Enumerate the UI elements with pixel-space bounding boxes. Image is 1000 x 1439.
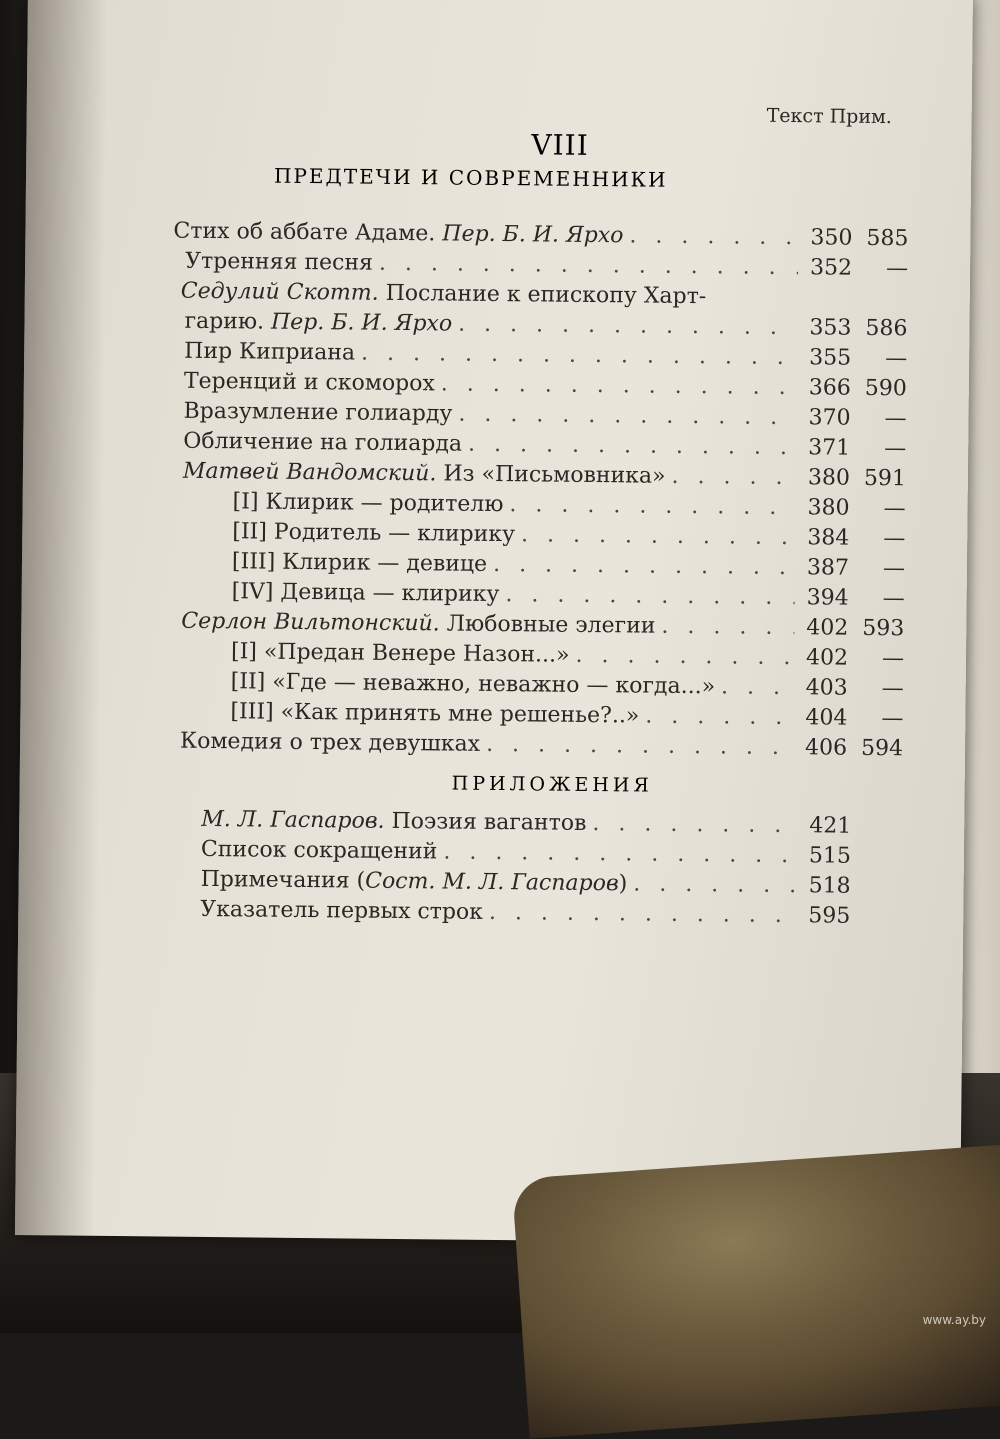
appendix-title-text: Указатель первых строк (200, 897, 483, 925)
toc-page-number: 404 (799, 705, 847, 731)
toc-leader-dots (629, 223, 798, 250)
column-header: Текст Прим. (767, 105, 892, 128)
toc-title-text: [III] Клирик — девице (232, 549, 487, 577)
appendix-title (201, 867, 628, 896)
appendix-leader-dots (592, 811, 797, 838)
appendix-title-suffix: Поэзия вагантов (384, 809, 586, 836)
toc-leader-dots (645, 704, 793, 731)
toc-title (232, 489, 503, 517)
toc-page-number: 353 (803, 315, 851, 341)
toc-note-page: — (849, 526, 905, 552)
toc-title-text: [I] «Предан Венере Назон...» (231, 639, 570, 668)
toc-title (184, 339, 355, 366)
book-page (15, 0, 973, 1245)
toc-note-page: 594 (847, 736, 903, 762)
toc-title-suffix: Любовные элегии (440, 611, 656, 638)
toc-leader-dots (379, 251, 798, 280)
section-title: ПРЕДТЕЧИ И СОВРЕМЕННИКИ (274, 164, 668, 192)
foreground-object (512, 1141, 1000, 1438)
toc-leader-dots (361, 341, 797, 371)
toc-title-text: [II] Родитель — клирику (232, 519, 515, 547)
toc-title-italic: Пер. Б. И. Ярхо (271, 310, 452, 337)
toc-title-italic: Седулий Скотт. (181, 279, 379, 306)
toc-note-page: — (849, 586, 905, 612)
appendix-row (200, 897, 850, 934)
toc-leader-dots (509, 492, 795, 520)
appendix-title: ПРИЛОЖЕНИЯ (452, 773, 653, 797)
toc-page-number: 380 (801, 495, 849, 521)
appendix-title-italic: Сост. М. Л. Гаспаров (365, 869, 619, 897)
toc-page-number: 402 (800, 645, 848, 671)
toc-title (232, 579, 500, 607)
toc-title (173, 219, 623, 249)
toc-page-number: 366 (803, 375, 851, 401)
toc-note-page: — (851, 346, 907, 372)
toc-leader-dots (505, 582, 794, 610)
toc-page-number: 384 (801, 525, 849, 551)
toc-title (183, 429, 462, 457)
toc-title (181, 279, 707, 310)
toc-title-text: гарию. (184, 309, 271, 335)
toc-title-text: [I] Клирик — родителю (232, 489, 503, 517)
toc-note-page: — (850, 436, 906, 462)
toc-title-text: Пир Киприана (184, 339, 355, 366)
appendix-title-text: Список сокращений (201, 837, 438, 864)
toc-title (183, 459, 666, 489)
toc-page-number (804, 304, 852, 305)
toc-note-page: — (850, 406, 906, 432)
appendix-title (201, 807, 586, 836)
toc-title (231, 669, 716, 699)
appendix-page-number: 595 (802, 903, 850, 929)
toc-note-page: — (848, 676, 904, 702)
toc-leader-dots (671, 464, 796, 490)
toc-page-number: 403 (800, 675, 848, 701)
appendix-title (200, 897, 483, 925)
toc-leader-dots (458, 312, 798, 341)
appendix-title-text: Примечания ( (201, 867, 366, 894)
appendix-leader-dots (489, 900, 797, 928)
toc-title (180, 729, 480, 757)
appendix-leader-dots (443, 839, 797, 868)
toc-page-number: 370 (802, 405, 850, 431)
toc-title-suffix: Послание к епископу Харт- (379, 281, 707, 309)
toc-title (181, 609, 655, 639)
toc-leader-dots (486, 732, 793, 760)
toc-note-page: — (847, 706, 903, 732)
toc-note-page (852, 305, 908, 306)
toc-leader-dots (441, 371, 797, 400)
toc-page-number: 394 (801, 585, 849, 611)
toc-page-number: 402 (800, 615, 848, 641)
toc-title-text: Вразумление голиарду (183, 399, 452, 427)
part-numeral: VIII (531, 128, 589, 162)
toc-note-page: — (849, 496, 905, 522)
appendix-page-number: 515 (803, 843, 851, 869)
toc-note-page: — (852, 256, 908, 282)
toc-leader-dots (721, 674, 794, 700)
toc-note-page: 585 (852, 226, 908, 252)
toc-title (230, 699, 639, 728)
toc-title (184, 309, 452, 337)
toc-note-page: 586 (851, 316, 907, 342)
toc-title-text: Теренций и скоморох (184, 369, 435, 397)
toc-row (180, 729, 903, 767)
toc-title-text: [II] «Где — неважно, неважно — когда...» (231, 669, 716, 699)
toc-title-text: Утренняя песня (185, 249, 373, 276)
toc-note-page: 591 (850, 466, 906, 492)
toc-leader-dots (493, 552, 795, 580)
toc-title (184, 369, 435, 397)
toc-leader-dots (458, 402, 796, 431)
toc-note-page: — (848, 646, 904, 672)
toc-leader-dots (521, 522, 795, 550)
toc-page-number: 387 (801, 555, 849, 581)
toc-title-italic: Пер. Б. И. Ярхо (442, 221, 623, 248)
toc-note-page: — (849, 556, 905, 582)
toc-title-text: [IV] Девица — клирику (232, 579, 500, 607)
toc-title-suffix: Из «Письмовника» (436, 461, 665, 488)
appendix-leader-dots (633, 871, 797, 898)
toc-page-number: 352 (804, 255, 852, 281)
toc-title-text: [III] «Как принять мне решенье?..» (230, 699, 639, 728)
toc-leader-dots (468, 432, 796, 460)
toc-page-number: 371 (802, 435, 850, 461)
toc-title-text: Обличение на голиарда (183, 429, 462, 457)
toc-title-text: Комедия о трех девушках (180, 729, 480, 757)
toc-title (232, 519, 515, 547)
toc-page-number: 355 (803, 345, 851, 371)
toc-title-italic: Серлон Вильтонский. (181, 609, 440, 637)
appendix-title (201, 837, 438, 864)
toc-leader-dots (575, 643, 794, 670)
toc-note-page: 590 (851, 376, 907, 402)
toc-leader-dots (661, 614, 794, 640)
toc-title (232, 549, 487, 577)
appendix-title-suffix: ) (619, 871, 628, 896)
toc-note-page: 593 (848, 616, 904, 642)
toc-page-number: 406 (799, 735, 847, 761)
watermark: www.ay.by (923, 1313, 986, 1327)
toc-page-number: 380 (802, 465, 850, 491)
toc-title (183, 399, 452, 427)
appendix-page-number: 518 (803, 873, 851, 899)
toc-page-number: 350 (804, 225, 852, 251)
appendix-title-italic: М. Л. Гаспаров. (201, 807, 385, 834)
page-binding-shadow (15, 0, 108, 1236)
toc-title-text: Стих об аббате Адаме. (173, 219, 442, 247)
toc-title-italic: Матвей Вандомский. (183, 459, 437, 487)
toc-title (231, 639, 570, 668)
toc-title (185, 249, 373, 276)
appendix-page-number: 421 (803, 813, 851, 839)
